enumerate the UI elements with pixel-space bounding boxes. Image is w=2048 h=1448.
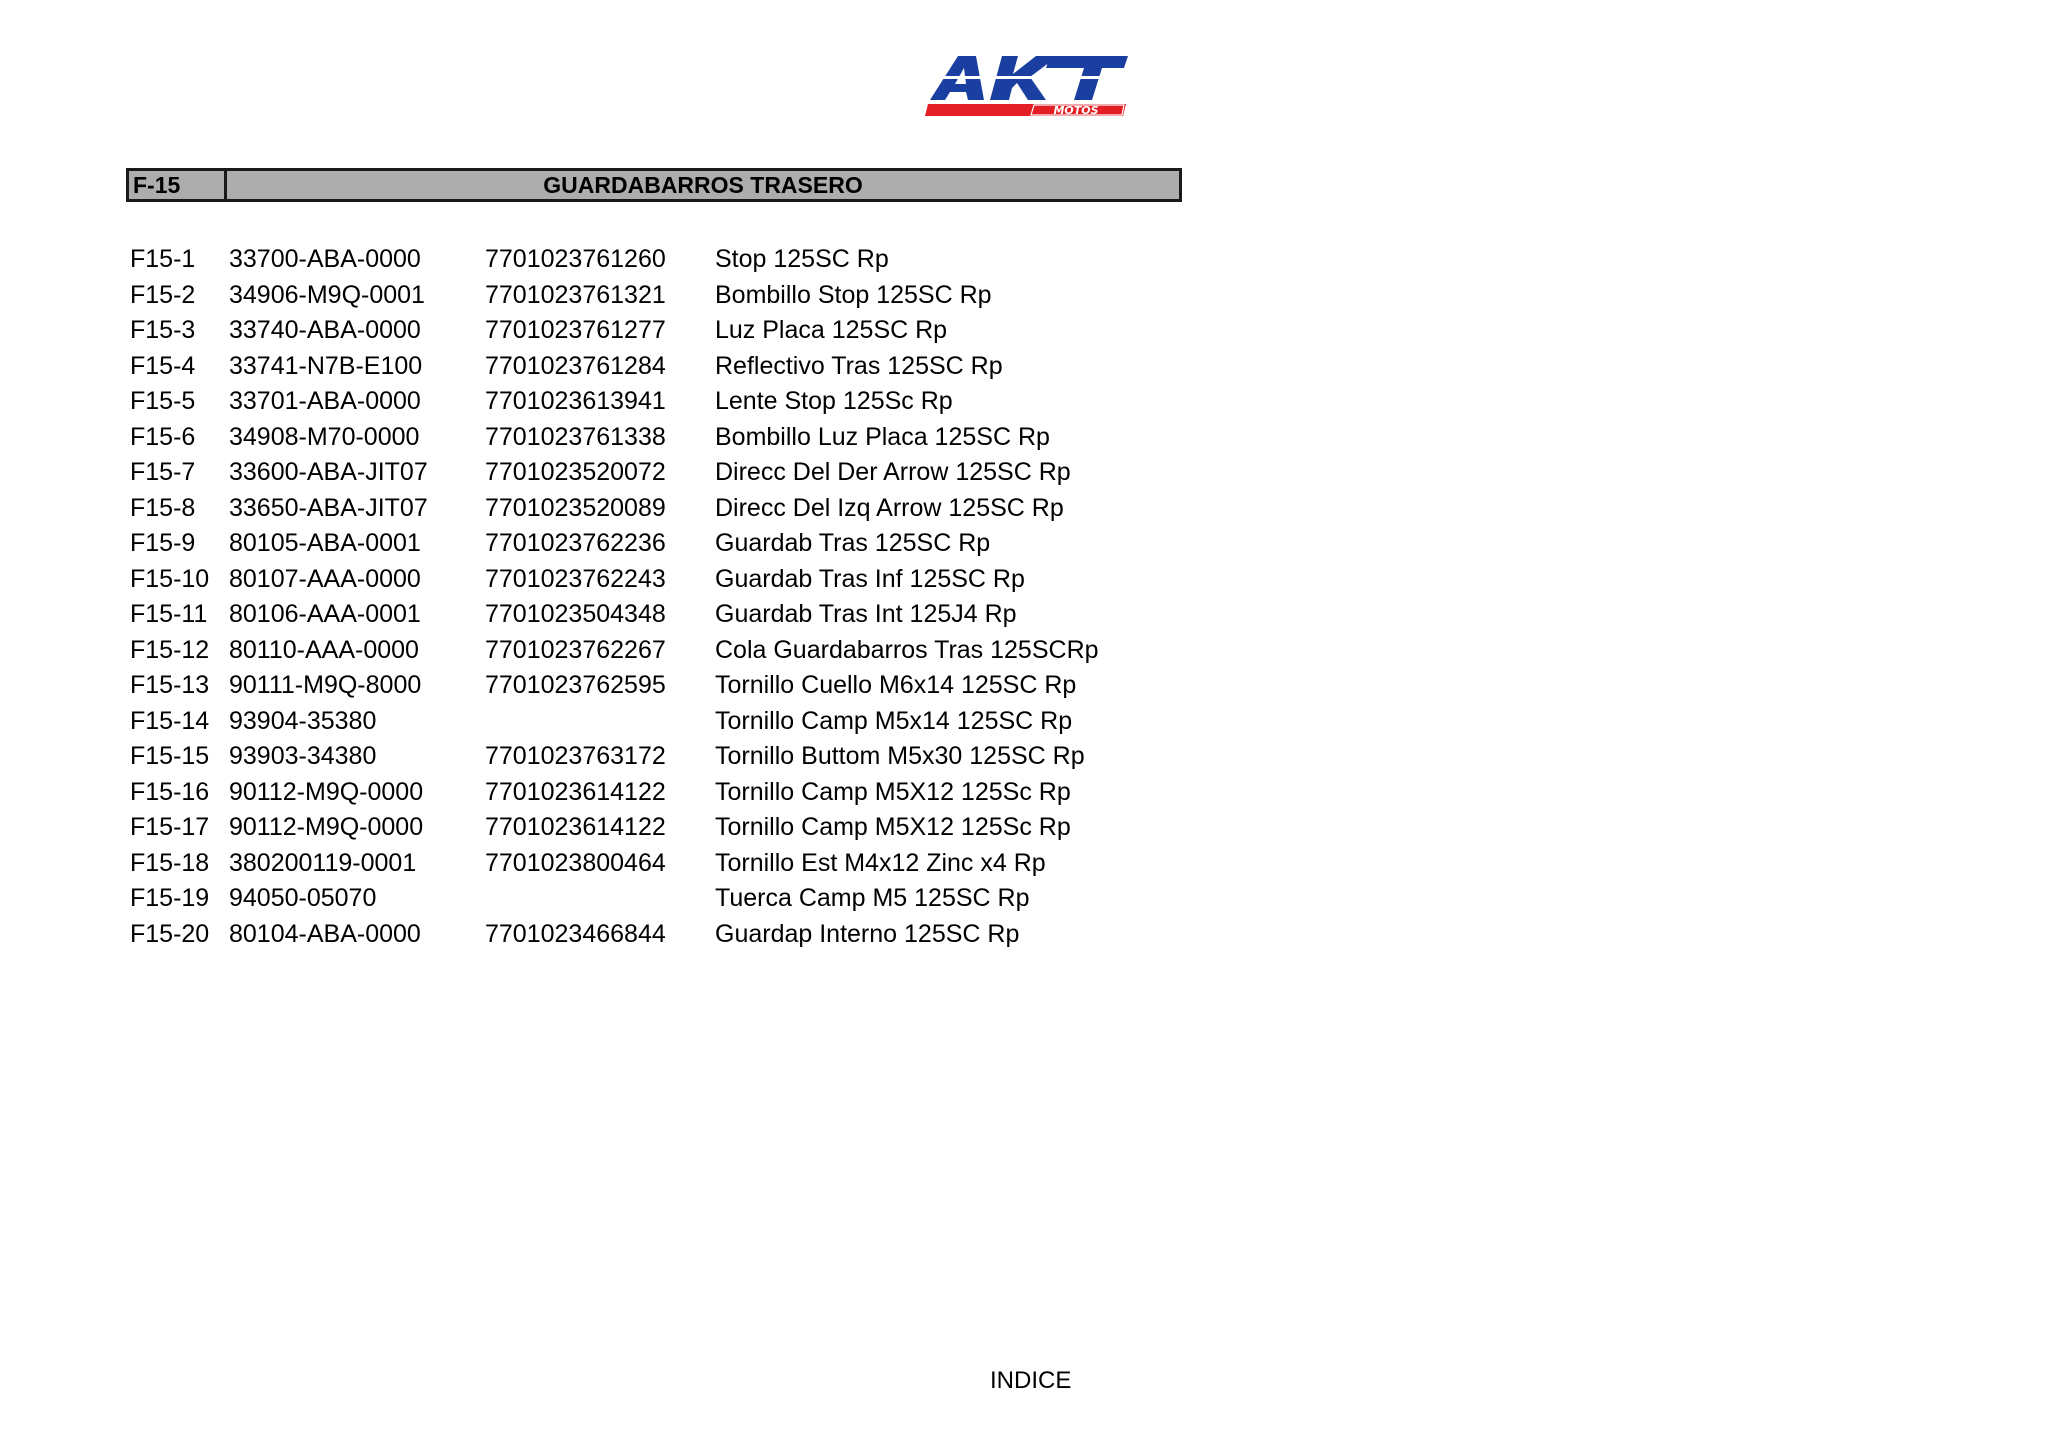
part-row — [130, 597, 1130, 633]
part-description: Tornillo Cuello M6x14 125SC Rp — [715, 671, 1077, 699]
parts-list — [130, 242, 1130, 952]
part-code: 80110-AAA-0000 — [229, 635, 419, 664]
section-header — [126, 168, 1182, 202]
part-code: 33600-ABA-JIT07 — [229, 458, 428, 486]
part-ean: 7701023761260 — [485, 245, 666, 273]
part-ean: 7701023762243 — [485, 564, 666, 593]
part-ref: F15-15 — [130, 742, 210, 770]
part-ref: F15-1 — [130, 245, 196, 273]
part-ean: 7701023763172 — [485, 742, 666, 770]
part-ref: F15-16 — [130, 777, 210, 806]
part-code: 33650-ABA-JIT07 — [229, 493, 428, 522]
part-ean: 7701023800464 — [485, 848, 666, 877]
part-code: 80106-AAA-0001 — [229, 600, 421, 628]
part-row — [130, 846, 1130, 882]
part-row — [130, 384, 1130, 420]
part-code: 33700-ABA-0000 — [229, 245, 421, 273]
part-ref: F15-7 — [130, 458, 196, 486]
part-description: Tornillo Buttom M5x30 125SC Rp — [715, 742, 1085, 770]
part-ref: F15-19 — [130, 884, 210, 912]
part-description: Guardap Interno 125SC Rp — [715, 919, 1020, 948]
part-row — [130, 704, 1130, 740]
part-code: 33740-ABA-0000 — [229, 316, 421, 344]
part-ean: 7701023761338 — [485, 422, 666, 451]
part-description: Guardab Tras Int 125J4 Rp — [715, 600, 1017, 628]
part-ref: F15-6 — [130, 422, 196, 451]
part-row — [130, 562, 1130, 598]
part-code: 93903-34380 — [229, 742, 377, 770]
part-code: 80104-ABA-0000 — [229, 919, 421, 948]
part-row — [130, 242, 1130, 278]
akt-motos-logo — [924, 52, 1130, 126]
section-code: F-15 — [129, 171, 227, 199]
part-code: 93904-35380 — [229, 706, 377, 735]
part-code: 80105-ABA-0001 — [229, 529, 421, 557]
part-row — [130, 491, 1130, 527]
part-code: 90111-M9Q-8000 — [229, 671, 422, 699]
part-ean: 7701023762595 — [485, 671, 666, 699]
part-description: Tornillo Est M4x12 Zinc x4 Rp — [715, 848, 1046, 877]
part-ref: F15-3 — [130, 316, 196, 344]
part-ref: F15-10 — [130, 564, 210, 593]
part-row — [130, 455, 1130, 491]
part-row — [130, 668, 1130, 704]
part-ref: F15-5 — [130, 387, 196, 415]
part-ean: 7701023614122 — [485, 813, 666, 841]
part-ref: F15-20 — [130, 919, 210, 948]
part-ref: F15-12 — [130, 635, 210, 664]
part-code: 90112-M9Q-0000 — [229, 777, 424, 806]
part-ean: 7701023520072 — [485, 458, 666, 486]
part-ean: 7701023504348 — [485, 600, 666, 628]
part-code: 380200119-0001 — [229, 848, 417, 877]
part-ean: 7701023762267 — [485, 635, 666, 664]
part-description: Tornillo Camp M5X12 125Sc Rp — [715, 813, 1071, 841]
part-description: Tuerca Camp M5 125SC Rp — [715, 884, 1030, 912]
part-row — [130, 313, 1130, 349]
part-description: Direcc Del Izq Arrow 125SC Rp — [715, 493, 1064, 522]
part-code: 33741-N7B-E100 — [229, 351, 423, 380]
part-ref: F15-8 — [130, 493, 196, 522]
part-row — [130, 349, 1130, 385]
part-code: 34908-M70-0000 — [229, 422, 420, 451]
part-description: Guardab Tras 125SC Rp — [715, 529, 991, 557]
part-ean: 7701023466844 — [485, 919, 666, 948]
part-ean: 7701023761284 — [485, 351, 666, 380]
part-ref: F15-9 — [130, 529, 196, 557]
part-description: Bombillo Stop 125SC Rp — [715, 280, 992, 309]
part-description: Reflectivo Tras 125SC Rp — [715, 351, 1003, 380]
part-ref: F15-17 — [130, 813, 210, 841]
part-ref: F15-14 — [130, 706, 210, 735]
part-ref: F15-2 — [130, 280, 196, 309]
part-row — [130, 278, 1130, 314]
part-row — [130, 775, 1130, 811]
index-link[interactable]: INDICE — [990, 1367, 1072, 1394]
part-row — [130, 420, 1130, 456]
akt-logo-graphic — [924, 52, 1130, 126]
akt-wordmark — [928, 56, 1128, 100]
part-code: 33701-ABA-0000 — [229, 387, 421, 415]
part-ref: F15-4 — [130, 351, 196, 380]
part-ean: 7701023614122 — [485, 777, 666, 806]
part-description: Tornillo Camp M5x14 125SC Rp — [715, 706, 1073, 735]
part-description: Tornillo Camp M5X12 125Sc Rp — [715, 777, 1071, 806]
part-ref: F15-11 — [130, 600, 208, 628]
part-code: 80107-AAA-0000 — [229, 564, 421, 593]
part-description: Stop 125SC Rp — [715, 245, 889, 273]
part-ean: 7701023520089 — [485, 493, 666, 522]
part-code: 94050-05070 — [229, 884, 377, 912]
part-ean: 7701023761277 — [485, 316, 666, 344]
part-row — [130, 739, 1130, 775]
section-title: GUARDABARROS TRASERO — [543, 172, 863, 198]
part-description: Luz Placa 125SC Rp — [715, 316, 948, 344]
part-row — [130, 526, 1130, 562]
part-ean: 7701023613941 — [485, 387, 666, 415]
part-description: Direcc Del Der Arrow 125SC Rp — [715, 458, 1071, 486]
part-code: 34906-M9Q-0001 — [229, 280, 425, 309]
part-ean: 7701023762236 — [485, 529, 666, 557]
part-row — [130, 881, 1130, 917]
part-description: Bombillo Luz Placa 125SC Rp — [715, 422, 1050, 451]
part-code: 90112-M9Q-0000 — [229, 813, 424, 841]
part-ref: F15-18 — [130, 848, 210, 877]
part-row — [130, 810, 1130, 846]
part-description: Lente Stop 125Sc Rp — [715, 387, 953, 415]
part-row — [130, 633, 1130, 669]
part-description: Guardab Tras Inf 125SC Rp — [715, 564, 1025, 593]
part-row — [130, 917, 1130, 953]
part-description: Cola Guardabarros Tras 125SCRp — [715, 635, 1099, 664]
logo-sub-text: MOTOS — [1053, 104, 1099, 117]
part-ean: 7701023761321 — [485, 280, 666, 309]
part-ref: F15-13 — [130, 671, 210, 699]
